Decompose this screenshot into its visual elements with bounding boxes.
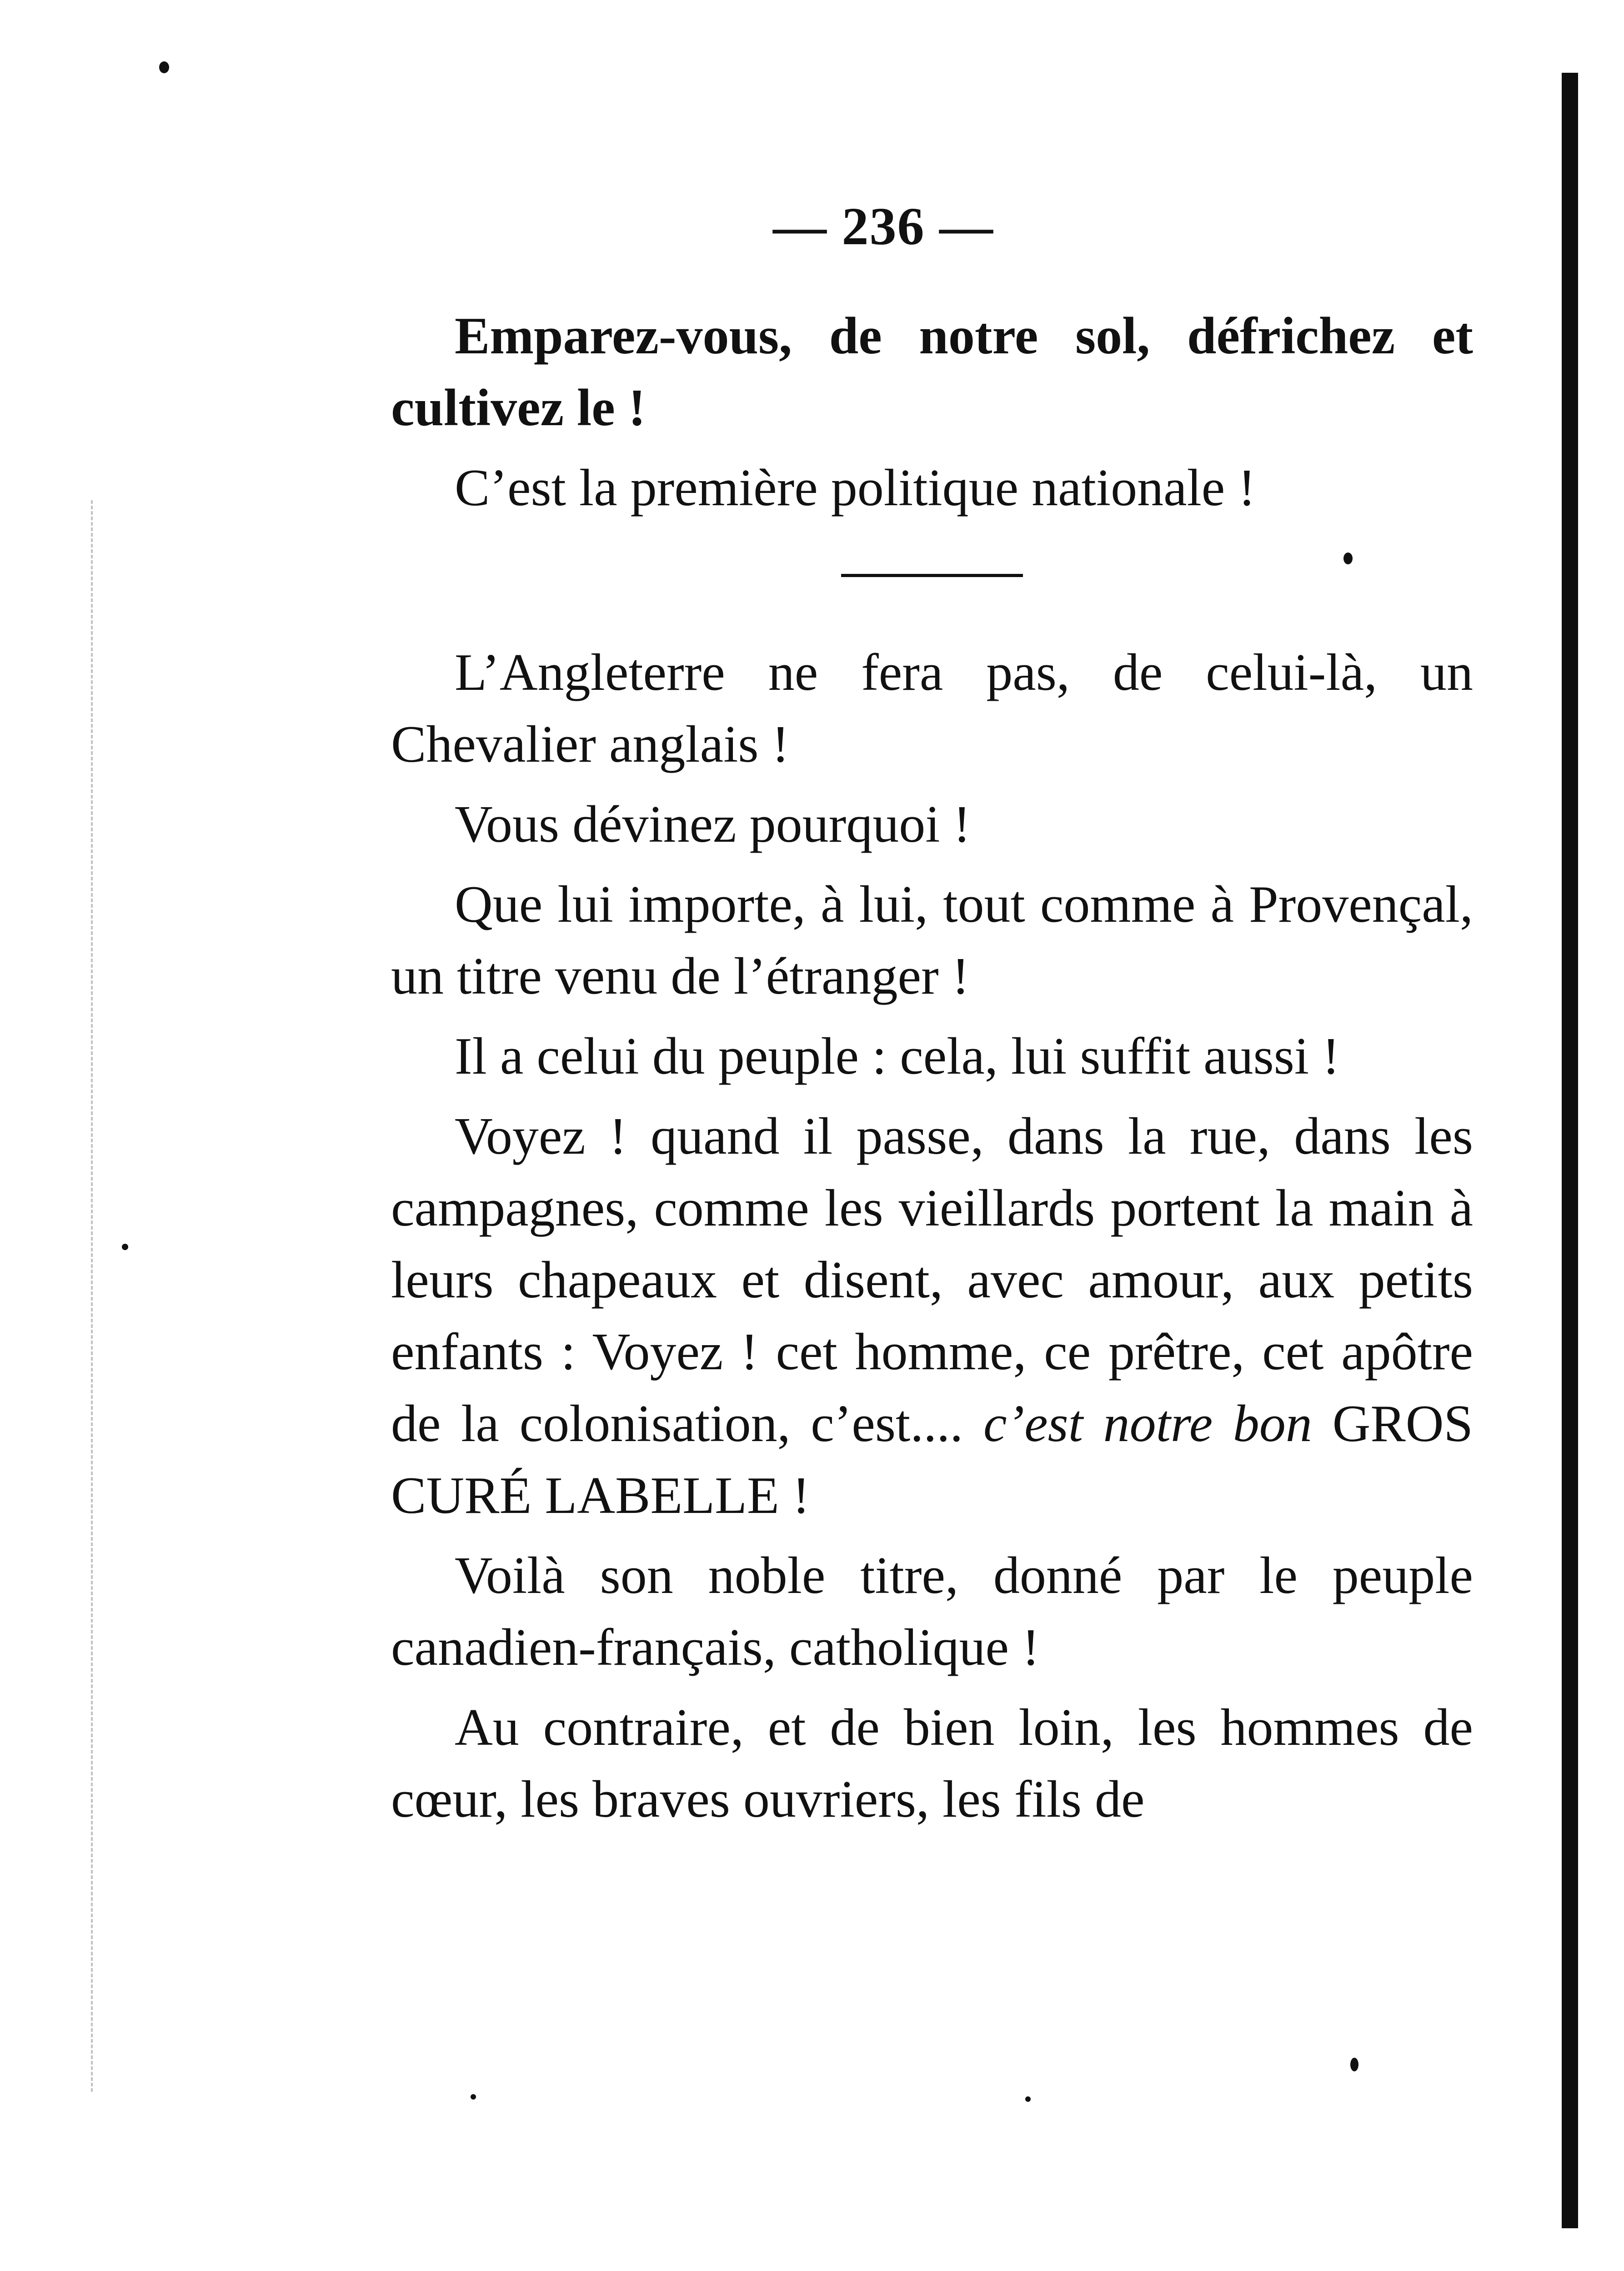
main-text-block	[391, 637, 1473, 1835]
top-text-block	[391, 300, 1473, 524]
paragraph-politique: C’est la première politique nationale !	[455, 459, 1256, 517]
paragraph-contraire: Au contraire, et de bien loin, les hommes de cœur, les braves ouvriers, les fils de	[391, 1698, 1473, 1829]
paragraph-importe: Que lui importe, à lui, tout comme à Provençal, un titre venu de l’étranger !	[391, 875, 1473, 1005]
paragraph-peuple: Il a celui du peuple : cela, lui suffit aussi !	[455, 1027, 1340, 1085]
speck-mark	[122, 1244, 128, 1250]
paragraph-voyez	[391, 1100, 1473, 1532]
paragraph-emparez: Emparez-vous, de notre sol, défrichez et cultivez le !	[391, 307, 1473, 437]
paragraph-voila: Voilà son noble titre, donné par le peuple canadien-français, catholique !	[391, 1547, 1473, 1677]
speck-mark	[1025, 2096, 1031, 2102]
speck-mark	[1343, 553, 1353, 564]
voyez-text: Voyez ! quand il passe, dans la rue, dans les campagnes, comme les vieillards portent la main à leurs chapeaux et disent, avec amour, aux petits enfants : Voyez ! cet homme, ce prêtre, cet apôtre de la colonisation, c’est....	[391, 1107, 1473, 1453]
page-gutter-marks	[91, 500, 93, 2092]
voyez-italic-text: c’est notre bon	[983, 1395, 1312, 1453]
paragraph-devinez: Vous dévinez pourquoi !	[455, 795, 971, 854]
speck-mark	[471, 2094, 476, 2100]
speck-mark	[159, 61, 169, 73]
paragraph-angleterre: L’Angleterre ne fera pas, de celui-là, un Chevalier anglais !	[391, 643, 1473, 774]
voyez-closing-text: GROS CURÉ LABELLE !	[391, 1395, 1473, 1525]
page-edge-shadow	[1562, 73, 1578, 2228]
page-number: — 236 —	[773, 196, 994, 256]
section-divider	[841, 574, 1023, 577]
speck-mark	[1350, 2058, 1358, 2071]
